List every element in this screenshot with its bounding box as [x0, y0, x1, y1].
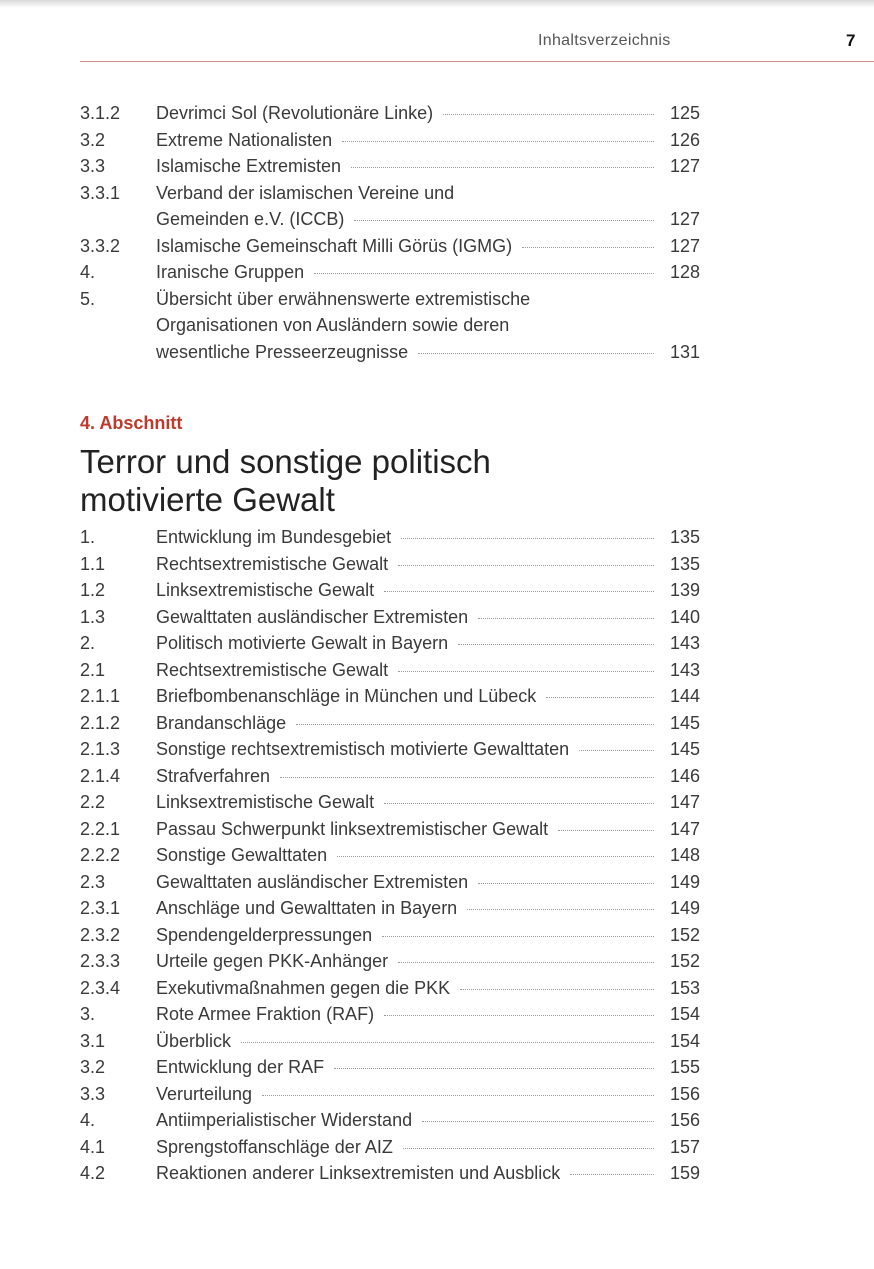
dot-leader [403, 1148, 654, 1149]
dot-leader [467, 909, 654, 910]
toc-entry-number: 2.1.1 [80, 686, 121, 706]
toc-entry-page: 153 [669, 977, 700, 998]
toc-entry-page: 145 [669, 712, 700, 733]
toc-entry [80, 789, 700, 816]
page-number: 7 [846, 31, 856, 50]
toc-entry [80, 842, 700, 869]
toc-entry-page: 139 [669, 580, 700, 600]
dot-leader [460, 989, 654, 990]
toc-entry-page: 128 [669, 262, 700, 282]
toc-entry-title: Übersicht über erwähnenswerte extremistische [156, 288, 531, 309]
toc-entry-page: 135 [669, 553, 700, 574]
toc-entry-title: Organisationen von Ausländern sowie deren [156, 315, 510, 335]
toc-entry [80, 286, 700, 366]
toc-entry-number: 2.3.4 [80, 977, 121, 998]
toc-entry-page: 135 [669, 527, 700, 547]
dot-leader [546, 697, 654, 698]
dot-leader [314, 273, 654, 274]
toc-entry [80, 1028, 700, 1055]
toc-entry [80, 869, 700, 896]
toc-entry-number: 3.3 [80, 156, 106, 176]
toc-entry-title: Islamische Gemeinschaft Milli Görüs (IGMG) [156, 235, 513, 256]
toc-entry [80, 630, 700, 657]
toc-entry-title: Urteile gegen PKK-Anhänger [156, 951, 389, 971]
toc-entry [80, 763, 700, 790]
toc-entry-title: Briefbombenanschläge in München und Lübeck [156, 686, 537, 706]
toc-entry-title: Passau Schwerpunkt linksextremistischer Gewalt [156, 818, 549, 839]
toc-entry [80, 683, 700, 710]
toc-entry-title: Strafverfahren [156, 765, 271, 786]
toc-entry-number: 2. [80, 633, 96, 653]
dot-leader [398, 565, 654, 566]
toc-entry-number: 2.1.4 [80, 765, 121, 786]
dot-leader [337, 856, 654, 857]
toc-entry-number: 4.2 [80, 1163, 106, 1183]
toc-entry-number: 3.2 [80, 1057, 106, 1077]
toc-entry [80, 975, 700, 1002]
toc-entry [80, 657, 700, 684]
toc-entry-page: 147 [669, 792, 700, 812]
dot-leader [280, 777, 654, 778]
dot-leader [334, 1068, 654, 1069]
toc-entry-number: 3.3 [80, 1083, 106, 1104]
toc-entry-number: 2.1.3 [80, 739, 121, 759]
dot-leader [342, 141, 654, 142]
toc-entry-number: 2.2 [80, 792, 106, 812]
toc-entry-number: 2.3.3 [80, 951, 121, 971]
toc-entry-number: 5. [80, 288, 96, 309]
header-rule [80, 61, 874, 62]
toc-list-top [80, 100, 700, 365]
toc-entry-page: 156 [669, 1083, 700, 1104]
toc-entry-page: 156 [669, 1110, 700, 1130]
toc-entry-title: Entwicklung im Bundesgebiet [156, 527, 392, 547]
toc-entry [80, 180, 700, 233]
toc-entry-title: Verband der islamischen Vereine und [156, 182, 455, 203]
dot-leader [443, 114, 654, 115]
toc-entry [80, 1081, 700, 1108]
toc-entry [80, 895, 700, 922]
toc-entry-title: Brandanschläge [156, 712, 287, 733]
toc-entry [80, 1054, 700, 1081]
toc-entry-title: Linksextremistische Gewalt [156, 580, 375, 600]
toc-entry-page: 127 [669, 235, 700, 256]
toc-entry-page: 125 [669, 103, 700, 123]
toc-entry-number: 2.3.2 [80, 924, 121, 945]
toc-entry [80, 233, 700, 260]
toc-entry-title: Antiimperialistischer Widerstand [156, 1110, 413, 1130]
dot-leader [418, 353, 654, 354]
toc-entry-number: 2.2.1 [80, 818, 121, 839]
section-title [80, 443, 491, 519]
toc-entry [80, 100, 700, 127]
toc-entry-number: 3.2 [80, 129, 106, 150]
toc-entry-number: 3.1 [80, 1030, 106, 1051]
dot-leader [570, 1174, 654, 1175]
dot-leader [262, 1095, 654, 1096]
dot-leader [478, 618, 654, 619]
toc-entry-number: 3.3.2 [80, 235, 121, 256]
toc-list-bottom [80, 524, 700, 1187]
dot-leader [351, 167, 654, 168]
toc-entry-page: 127 [669, 209, 700, 229]
section-title-line: Terror und sonstige politisch [80, 443, 491, 480]
toc-entry [80, 153, 700, 180]
dot-leader [398, 671, 654, 672]
dot-leader [241, 1042, 654, 1043]
toc-entry-number: 1.3 [80, 606, 106, 627]
toc-entry-page: 148 [669, 845, 700, 865]
toc-entry-title: Spendengelderpressungen [156, 924, 373, 945]
toc-entry-number: 2.3.1 [80, 898, 121, 918]
dot-leader [579, 750, 654, 751]
toc-entry-page: 149 [669, 871, 700, 892]
toc-entry [80, 736, 700, 763]
toc-entry-page: 155 [669, 1057, 700, 1077]
toc-entry-number: 1.1 [80, 553, 106, 574]
toc-entry-title: Sprengstoffanschläge der AIZ [156, 1136, 393, 1157]
toc-entry-number: 3.1.2 [80, 103, 121, 123]
toc-entry-title: Gewalttaten ausländischer Extremisten [156, 606, 469, 627]
toc-entry [80, 604, 700, 631]
toc-entry-title: Gewalttaten ausländischer Extremisten [156, 871, 469, 892]
toc-entry-number: 3. [80, 1004, 96, 1024]
section-label: 4. Abschnitt [80, 413, 183, 433]
toc-entry-number: 1. [80, 527, 96, 547]
dot-leader [384, 803, 654, 804]
dot-leader [478, 883, 654, 884]
toc-entry-number: 1.2 [80, 580, 106, 600]
dot-leader [384, 1015, 654, 1016]
dot-leader [422, 1121, 654, 1122]
toc-entry-title: Rechtsextremistische Gewalt [156, 553, 389, 574]
toc-entry-title: Anschläge und Gewalttaten in Bayern [156, 898, 458, 918]
toc-entry-title: Rechtsextremistische Gewalt [156, 659, 389, 680]
toc-entry [80, 577, 700, 604]
toc-entry-page: 159 [669, 1163, 700, 1183]
toc-entry-number: 2.2.2 [80, 845, 121, 865]
toc-entry-title: Linksextremistische Gewalt [156, 792, 375, 812]
toc-entry-title: wesentliche Presseerzeugnisse [156, 341, 409, 362]
toc-entry [80, 551, 700, 578]
toc-entry-number: 3.3.1 [80, 182, 121, 203]
toc-entry-title: Gemeinden e.V. (ICCB) [156, 209, 345, 229]
toc-entry-page: 149 [669, 898, 700, 918]
toc-entry-title: Überblick [156, 1030, 232, 1051]
toc-entry [80, 1134, 700, 1161]
toc-entry-title: Verurteilung [156, 1083, 253, 1104]
toc-entry-number: 4. [80, 262, 96, 282]
toc-entry-page: 146 [669, 765, 700, 786]
toc-entry-page: 143 [669, 633, 700, 653]
toc-entry [80, 1160, 700, 1187]
toc-entry [80, 710, 700, 737]
toc-entry-page: 126 [669, 129, 700, 150]
dot-leader [522, 247, 654, 248]
toc-entry-number: 4. [80, 1110, 96, 1130]
dot-leader [401, 538, 654, 539]
page-top-shadow [0, 0, 874, 8]
toc-entry-title: Islamische Extremisten [156, 156, 342, 176]
dot-leader [398, 962, 654, 963]
toc-entry-title: Exekutivmaßnahmen gegen die PKK [156, 977, 451, 998]
toc-entry-title: Reaktionen anderer Linksextremisten und Ausblick [156, 1163, 561, 1183]
running-header-title: Inhaltsverzeichnis [538, 32, 671, 49]
toc-entry [80, 816, 700, 843]
toc-entry-page: 140 [669, 606, 700, 627]
section-title-line: motivierte Gewalt [80, 481, 335, 518]
toc-entry-page: 152 [669, 951, 700, 971]
toc-entry [80, 948, 700, 975]
toc-entry-title: Iranische Gruppen [156, 262, 305, 282]
toc-entry-title: Entwicklung der RAF [156, 1057, 325, 1077]
toc-entry-page: 154 [669, 1030, 700, 1051]
toc-entry-page: 127 [669, 156, 700, 176]
toc-entry-title: Devrimci Sol (Revolutionäre Linke) [156, 103, 434, 123]
dot-leader [558, 830, 654, 831]
toc-entry-title: Rote Armee Fraktion (RAF) [156, 1004, 375, 1024]
toc-entry-number: 4.1 [80, 1136, 106, 1157]
toc-entry-title: Politisch motivierte Gewalt in Bayern [156, 633, 449, 653]
toc-entry-page: 152 [669, 924, 700, 945]
toc-entry-title: Sonstige rechtsextremistisch motivierte Gewalttaten [156, 739, 570, 759]
toc-entry [80, 1107, 700, 1134]
toc-entry-page: 147 [669, 818, 700, 839]
toc-entry [80, 127, 700, 154]
dot-leader [354, 220, 654, 221]
toc-entry-page: 143 [669, 659, 700, 680]
toc-entry [80, 524, 700, 551]
dot-leader [458, 644, 654, 645]
toc-entry [80, 259, 700, 286]
dot-leader [296, 724, 654, 725]
toc-entry-number: 2.1.2 [80, 712, 121, 733]
dot-leader [382, 936, 654, 937]
toc-entry [80, 922, 700, 949]
toc-entry [80, 1001, 700, 1028]
toc-entry-number: 2.1 [80, 659, 106, 680]
toc-entry-page: 145 [669, 739, 700, 759]
dot-leader [384, 591, 654, 592]
toc-entry-title: Sonstige Gewalttaten [156, 845, 328, 865]
toc-entry-page: 144 [669, 686, 700, 706]
toc-entry-page: 157 [669, 1136, 700, 1157]
toc-entry-page: 131 [669, 341, 700, 362]
toc-entry-title: Extreme Nationalisten [156, 129, 333, 150]
toc-entry-page: 154 [669, 1004, 700, 1024]
toc-entry-number: 2.3 [80, 871, 106, 892]
